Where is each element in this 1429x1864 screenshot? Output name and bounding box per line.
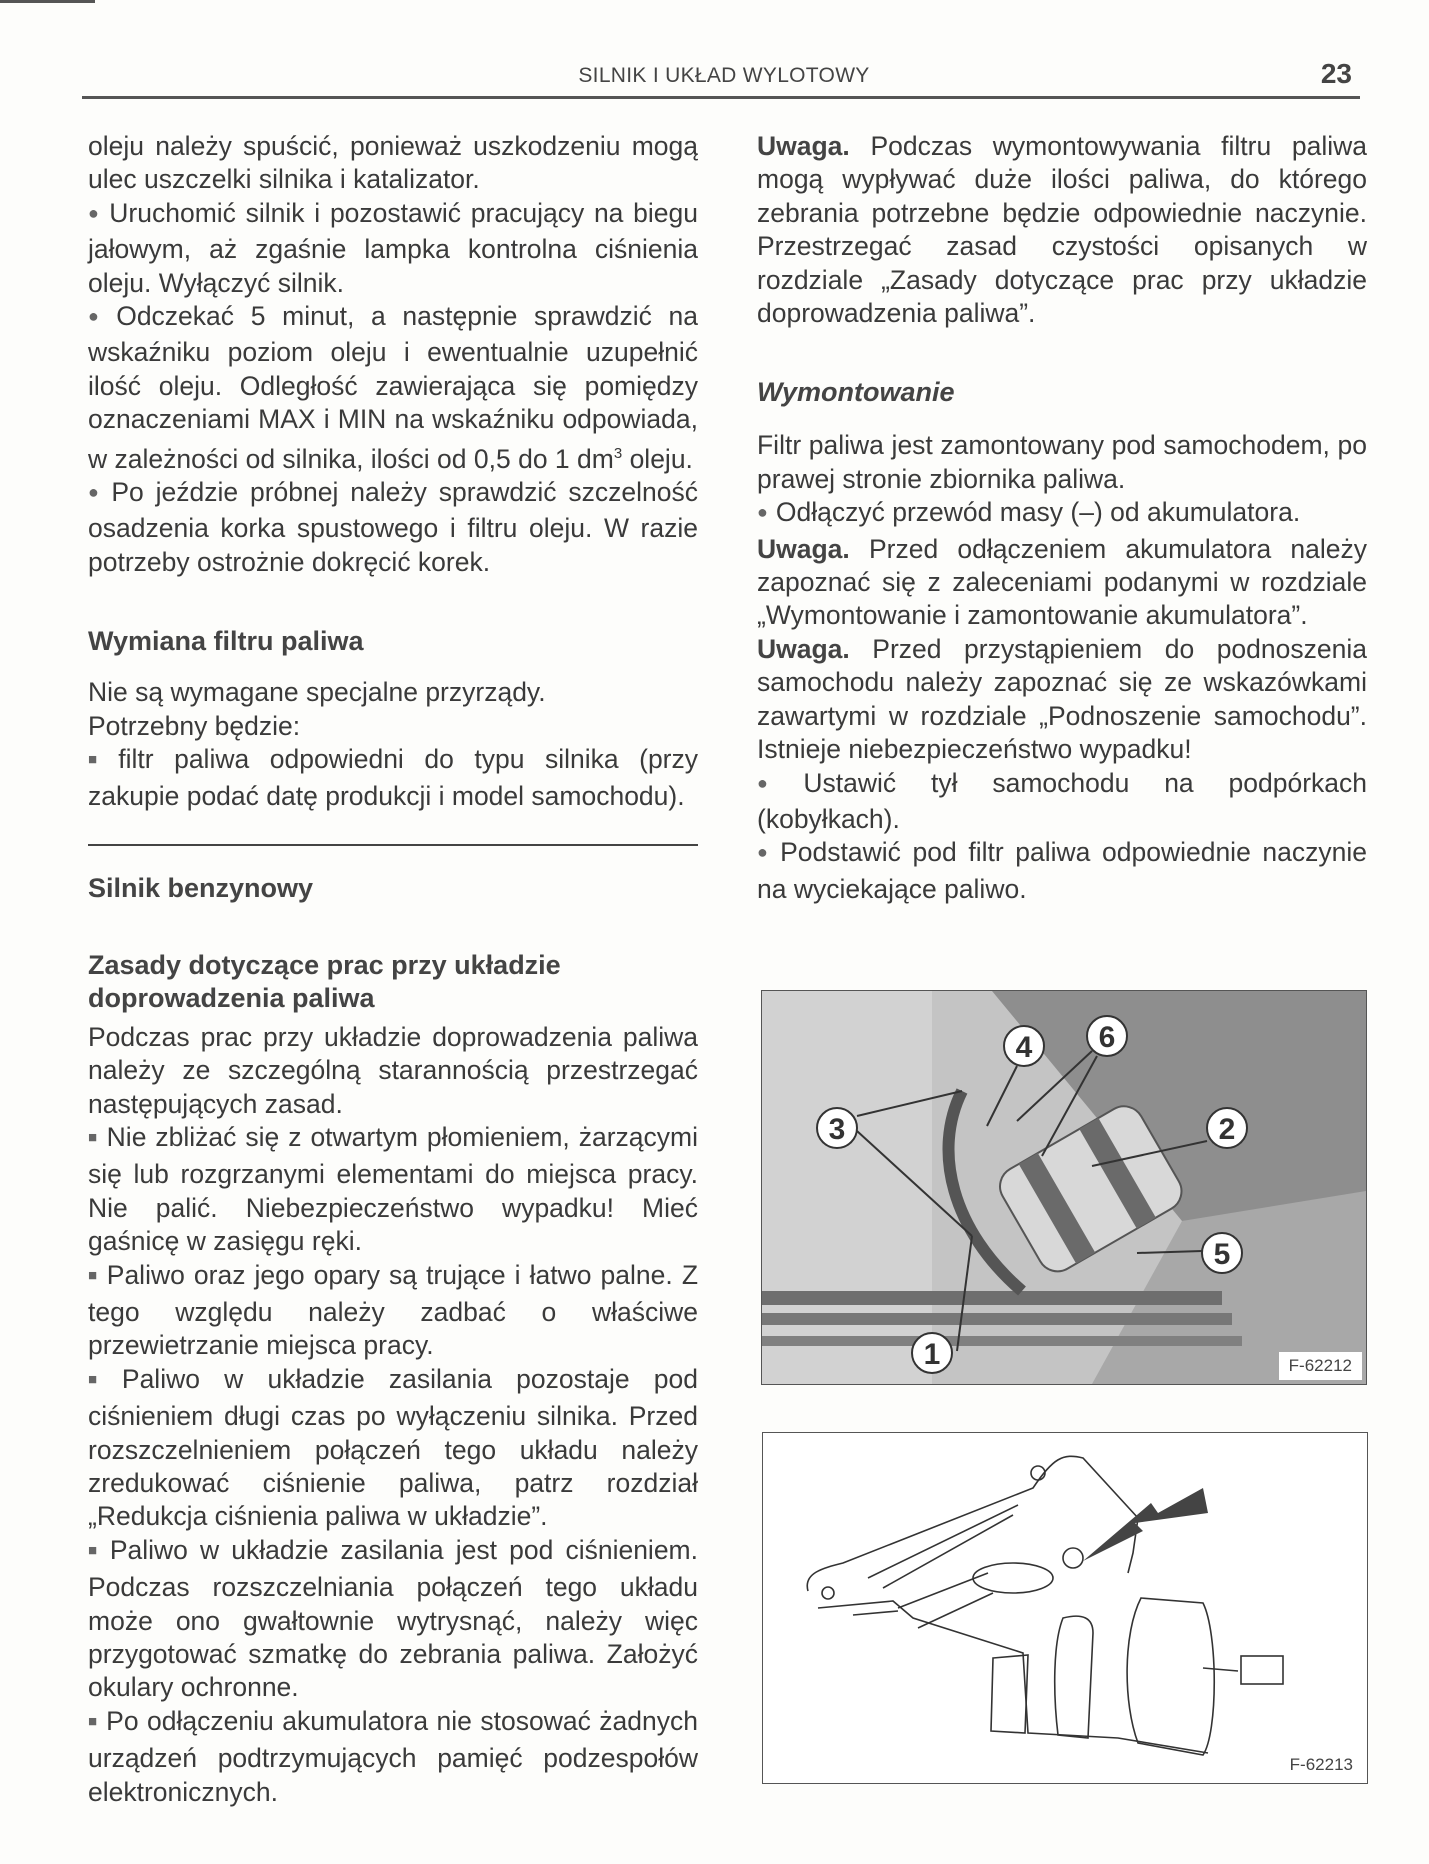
svg-text:1: 1 bbox=[923, 1338, 941, 1371]
svg-text:4: 4 bbox=[1015, 1031, 1033, 1064]
note-paragraph bbox=[757, 633, 1367, 767]
bullet-item bbox=[88, 1121, 698, 1259]
figure-fuel-filter-photo bbox=[761, 990, 1367, 1385]
left-column bbox=[88, 130, 698, 1809]
bullet-text: filtr paliwa odpowiedni do typu silnika (przy zakupie podać datę produkcji i model samochodu). bbox=[88, 743, 699, 812]
paragraph: oleju należy spuścić, ponieważ uszkodzeniu mogą ulec uszczelki silnika i katalizator. bbox=[88, 131, 698, 195]
bullet-item bbox=[88, 300, 698, 476]
bullet-item bbox=[88, 1259, 698, 1363]
paragraph: Podczas prac przy układzie doprowadzenia paliwa należy ze szczególną starannością przestrzegać następujących zasad. bbox=[88, 1021, 698, 1119]
paragraph: Potrzebny będzie: bbox=[88, 710, 301, 741]
superscript: 3 bbox=[613, 444, 623, 462]
photo-illustration bbox=[762, 991, 1366, 1384]
bullet-item bbox=[88, 743, 698, 814]
running-title: SILNIK I UKŁAD WYLOTOWY bbox=[578, 64, 870, 87]
svg-text:6: 6 bbox=[1098, 1021, 1116, 1054]
arrow-icon bbox=[1083, 1488, 1208, 1561]
note-text: Podczas wymontowywania filtru paliwa mogą wypływać duże ilości paliwa, do którego zebrania potrzebne będzie odpowiednie naczynie. Przestrzegać zasad czystości opisanych w rozdziale „Zasady dotyczące prac przy układzie doprowadzenia paliwa”. bbox=[757, 131, 1367, 329]
note-label: Uwaga. bbox=[757, 633, 850, 664]
figure-filter-bracket-drawing bbox=[762, 1432, 1368, 1784]
bullet-item bbox=[757, 767, 1367, 837]
section-divider bbox=[88, 844, 698, 846]
note-paragraph bbox=[757, 533, 1367, 633]
line-drawing bbox=[763, 1433, 1367, 1783]
bullet-text: Odczekać 5 minut, a następnie sprawdzić na wskaźniku poziom oleju i ewentualnie uzupełnić ilość oleju. Odległość zawierająca się pomiędzy oznaczeniami MAX i MIN na wskaźniku odpowiada, w zależności od silnika, ilości od 0,5 do 1 dm bbox=[88, 301, 699, 474]
svg-text:5: 5 bbox=[1213, 1238, 1231, 1271]
section-heading-petrol-engine: Silnik benzynowy bbox=[88, 872, 314, 903]
note-text: Przed odłączeniem akumulatora należy zapoznać się z zaleceniami podanymi w rozdziale „Wymontowanie i zamontowanie akumulatora”. bbox=[757, 533, 1367, 631]
figure-label: F-62213 bbox=[1280, 1751, 1363, 1779]
svg-text:2: 2 bbox=[1218, 1113, 1236, 1146]
figure-label: F-62212 bbox=[1279, 1352, 1362, 1380]
section-heading-fuel-filter: Wymiana filtru paliwa bbox=[88, 626, 364, 657]
svg-text:3: 3 bbox=[828, 1113, 846, 1146]
bullet-item bbox=[757, 496, 1367, 532]
bullet-item bbox=[88, 1363, 698, 1534]
right-column bbox=[757, 130, 1367, 906]
paragraph: Nie są wymagane specjalne przyrządy. bbox=[88, 677, 546, 708]
bullet-text: Po jeździe próbnej należy sprawdzić szczelność osadzenia korka spustowego i filtru oleju. W razie potrzeby ostrożnie dokręcić korek. bbox=[88, 476, 698, 577]
note-label: Uwaga. bbox=[757, 131, 850, 161]
note-label: Uwaga. bbox=[757, 533, 850, 564]
bullet-item bbox=[88, 197, 698, 300]
header-rule bbox=[82, 96, 1360, 99]
paragraph: Filtr paliwa jest zamontowany pod samochodem, po prawej stronie zbiornika paliwa. bbox=[757, 430, 1367, 494]
bullet-item bbox=[88, 1705, 698, 1809]
bullet-text: Nie zbliżać się z otwartym płomieniem, żarzącymi się lub rozgrzanymi elementami do miejsca pracy. Nie palić. Niebezpieczeństwo wypadku! Mieć gaśnicę w zasięgu ręki. bbox=[88, 1121, 698, 1257]
scan-edge-mark bbox=[0, 0, 95, 3]
bullet-text: Ustawić tył samochodu na podpórkach (kobyłkach). bbox=[757, 767, 1368, 834]
bullet-item bbox=[757, 836, 1367, 906]
bullet-text: Paliwo w układzie zasilania jest pod ciśnieniem. Podczas rozszczelniania połączeń tego układu może ono gwałtownie wytrysnąć, należy więc przygotować szmatkę do zebrania paliwa. Założyć okulary ochronne. bbox=[88, 1534, 698, 1703]
subsection-heading-rules: Zasady dotyczące prac przy układzie doprowadzenia paliwa bbox=[88, 949, 561, 1013]
bullet-item bbox=[88, 1534, 698, 1705]
page-number: 23 bbox=[1320, 58, 1352, 89]
bullet-text: Po odłączeniu akumulatora nie stosować żadnych urządzeń podtrzymujących pamięć podzespołów elektronicznych. bbox=[88, 1705, 698, 1807]
section-heading-removal: Wymontowanie bbox=[757, 377, 955, 408]
note-text: Przed przystąpieniem do podnoszenia samochodu należy zapoznać się ze wskazówkami zawartymi w rozdziale „Podnoszenie samochodu”. Istnieje niebezpieczeństwo wypadku! bbox=[757, 633, 1367, 765]
page-header bbox=[88, 58, 1360, 98]
bullet-text: Paliwo w układzie zasilania pozostaje pod ciśnieniem długi czas po wyłączeniu silnika. Przed rozszczelnieniem połączeń tego układu należy zredukować ciśnienie paliwa, patrz rozdział „Redukcja ciśnienia paliwa w układzie”. bbox=[88, 1363, 699, 1532]
bullet-text: Podstawić pod filtr paliwa odpowiednie naczynie na wyciekające paliwo. bbox=[757, 837, 1367, 904]
bullet-text: oleju. bbox=[622, 443, 693, 474]
bullet-text: Uruchomić silnik i pozostawić pracujący na biegu jałowym, aż zgaśnie lampka kontrolna ciśnienia oleju. Wyłączyć silnik. bbox=[88, 197, 699, 298]
note-paragraph bbox=[757, 130, 1367, 330]
bullet-text: Odłączyć przewód masy (–) od akumulatora. bbox=[775, 497, 1301, 528]
bullet-text: Paliwo oraz jego opary są trujące i łatwo palne. Z tego względu należy zadbać o właściwe przewietrzanie miejsca pracy. bbox=[88, 1259, 699, 1361]
bullet-item bbox=[88, 476, 698, 579]
